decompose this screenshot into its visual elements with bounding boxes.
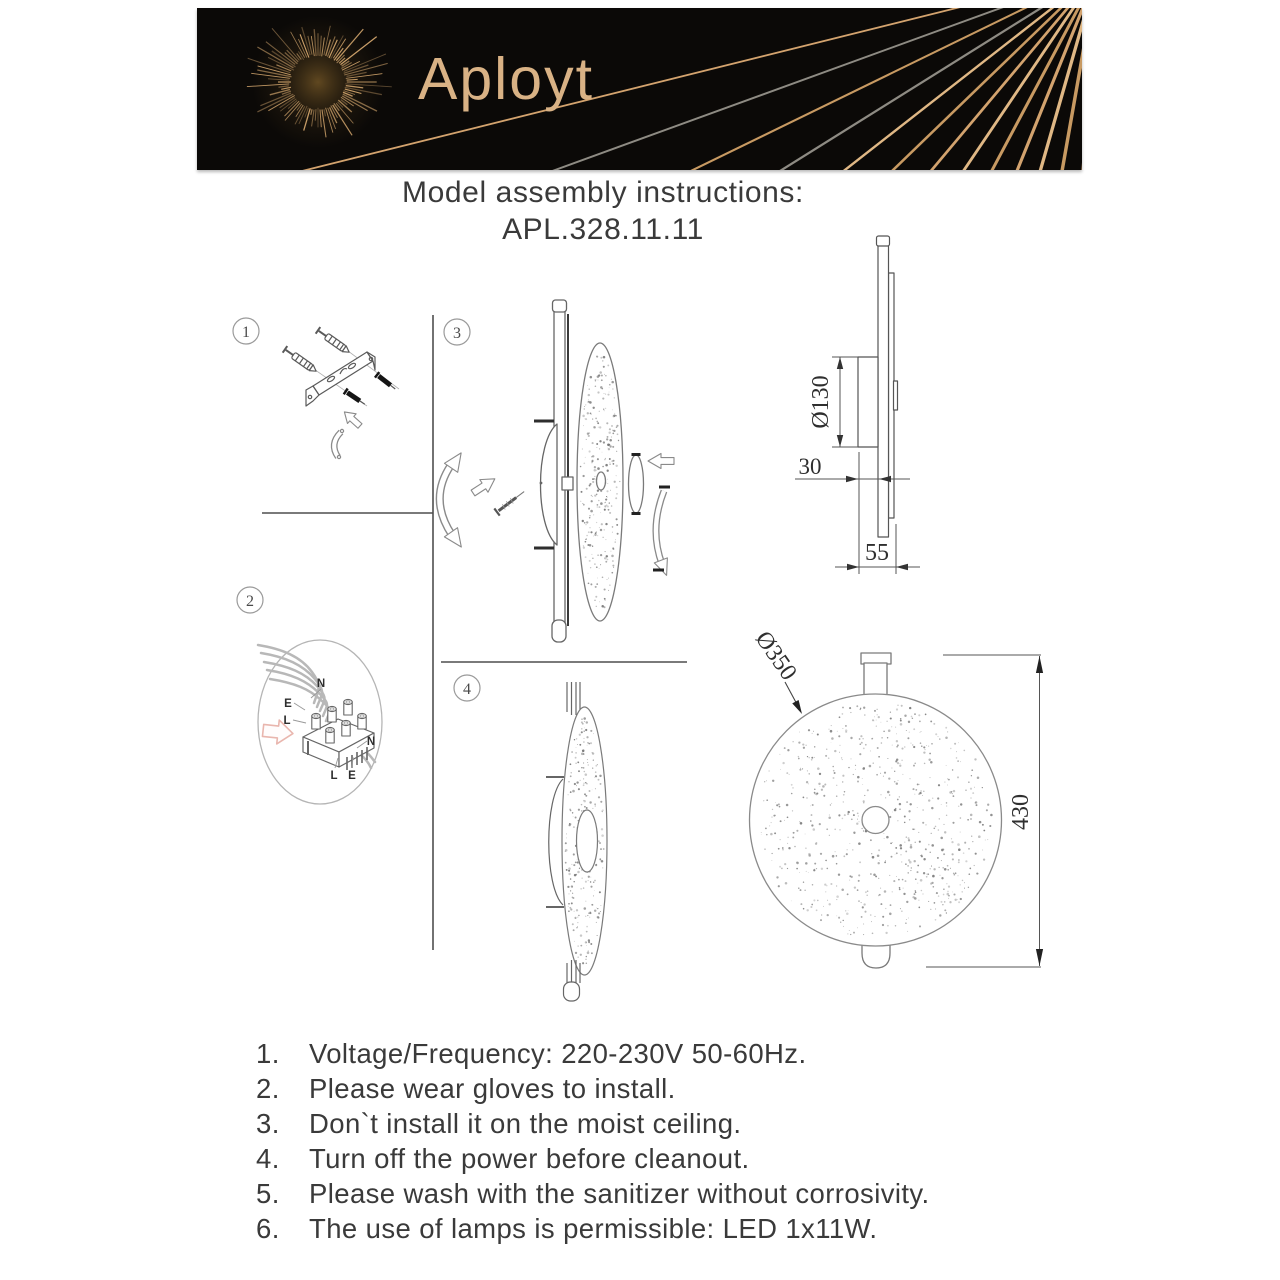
- wall-bar: [878, 245, 889, 537]
- mount-plate: [541, 424, 558, 545]
- instruction-item: [256, 1071, 930, 1106]
- black-screw: [375, 372, 397, 392]
- front-dimension-drawing: [750, 627, 1044, 968]
- rotate-arrow-icon: [654, 558, 673, 578]
- item-number: 1.: [256, 1038, 280, 1069]
- black-screw: [344, 389, 367, 408]
- step-2-marker: [237, 587, 263, 613]
- item-number: 5.: [256, 1178, 280, 1209]
- dim-label-350: Ø350: [749, 626, 802, 686]
- direction-arrow-icon: [340, 407, 364, 431]
- dim-label-430: 430: [1008, 794, 1034, 830]
- dim-label-130: Ø130: [808, 375, 834, 429]
- page-title: Model assembly instructions:: [402, 176, 804, 209]
- item-number: 4.: [256, 1143, 280, 1174]
- wire-label-e: E: [348, 770, 356, 782]
- item-text: Voltage/Frequency: 220-230V 50-60Hz.: [309, 1038, 807, 1069]
- step-2-diagram: [258, 640, 382, 804]
- push-arrow-icon: [469, 473, 499, 500]
- push-arrow-icon: [648, 454, 674, 469]
- step-3-diagram: [440, 300, 674, 642]
- instruction-item: [256, 1176, 930, 1211]
- instruction-item: [256, 1106, 930, 1141]
- panel-dividers: [262, 315, 687, 950]
- step-1-diagram: [283, 327, 399, 458]
- svg-text:2: 2: [246, 593, 254, 610]
- screw: [494, 488, 527, 516]
- item-number: 6.: [256, 1213, 280, 1244]
- step-1-marker: [233, 318, 259, 344]
- item-text: Turn off the power before cleanout.: [309, 1143, 750, 1174]
- mount-plate: [549, 779, 563, 905]
- item-number: 2.: [256, 1073, 280, 1104]
- item-text: Please wash with the sanitizer without corrosivity.: [309, 1178, 930, 1209]
- item-text: Don`t install it on the moist ceiling.: [309, 1108, 742, 1139]
- top-stem: [864, 663, 887, 698]
- model-number: APL.328.11.11: [502, 213, 704, 246]
- wire-label-e: E: [284, 698, 292, 710]
- dim-label-30: 30: [798, 454, 822, 479]
- driver-box: [858, 357, 878, 447]
- instruction-list: [256, 1036, 930, 1246]
- wire-label-n: N: [366, 736, 376, 748]
- svg-text:4: 4: [463, 681, 471, 698]
- brand-logo-text: Aployt: [418, 46, 594, 112]
- instruction-item: [256, 1211, 930, 1246]
- wire-label-l: L: [330, 770, 338, 782]
- step-4-diagram: [546, 682, 607, 1001]
- instruction-item: [256, 1036, 930, 1071]
- lock-ring: [629, 455, 644, 513]
- svg-text:3: 3: [453, 325, 461, 342]
- wall-anchor: [283, 346, 319, 374]
- item-number: 3.: [256, 1108, 280, 1139]
- mounting-bracket: [313, 352, 373, 395]
- item-text: The use of lamps is permissible: LED 1x11W.: [309, 1213, 878, 1244]
- side-dimension-drawing: [795, 236, 920, 574]
- instruction-item: [256, 1141, 930, 1176]
- svg-text:1: 1: [242, 324, 250, 341]
- step-4-marker: [454, 675, 480, 701]
- item-text: Please wear gloves to install.: [309, 1073, 676, 1104]
- wire-label-n: N: [316, 678, 326, 690]
- dim-label-55: 55: [865, 540, 889, 566]
- wall-anchor: [316, 327, 352, 355]
- step-3-marker: [444, 319, 470, 345]
- wire-label-l: L: [283, 715, 291, 727]
